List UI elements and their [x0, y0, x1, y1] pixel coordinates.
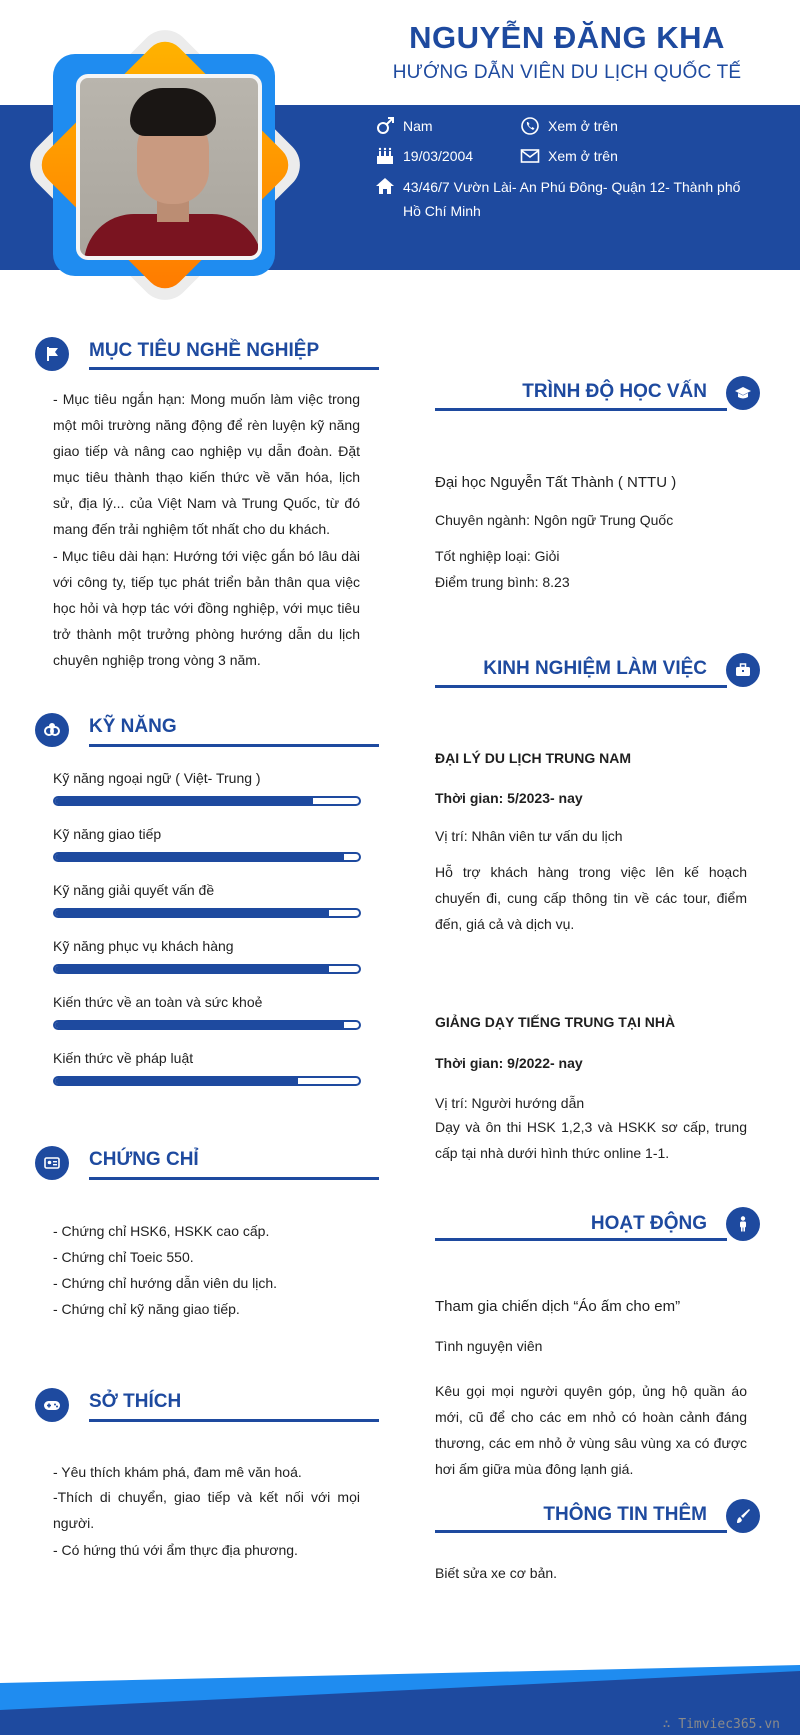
skills-icon: [35, 713, 69, 747]
brush-icon: [726, 1499, 760, 1533]
activities-title: HOẠT ĐỘNG: [590, 1213, 707, 1234]
graduation-cap-icon: [726, 376, 760, 410]
skill-label: Kiến thức về pháp luật: [53, 1050, 194, 1066]
job-title: HƯỚNG DẪN VIÊN DU LỊCH QUỐC TẾ: [392, 62, 742, 83]
phone-value: Xem ở trên: [548, 118, 618, 134]
activity-description: Kêu gọi mọi người quyên góp, ủng hộ quần áo mới, cũ để cho các em nhỏ có hoàn cảnh đáng thương, các em nhỏ ở vùng sâu vùng xa có được hơi ấm giữa mùa đông lạnh giá.: [435, 1383, 747, 1477]
extra-title: THÔNG TIN THÊM: [543, 1504, 707, 1525]
cake-icon: [375, 146, 395, 166]
watermark: ∴ Timviec365.vn: [662, 1717, 780, 1732]
skill-bar: [53, 908, 361, 918]
job-company: ĐẠI LÝ DU LỊCH TRUNG NAM: [435, 750, 631, 766]
objective-long: - Mục tiêu dài hạn: Hướng tới việc gắn bó lâu dài với công ty, tiếp tục phát triển bản thân qua việc học hỏi và hợp tác với đồng nghiệp, với mục tiêu trở thành một trưởng phòng hướng dẫn du lịch chuyên nghiệp trong vòng 3 năm.: [53, 548, 360, 668]
person-icon: [726, 1207, 760, 1241]
hobby-item: -Thích di chuyển, giao tiếp và kết nối với mọi người.: [53, 1489, 360, 1531]
education-title: TRÌNH ĐỘ HỌC VẤN: [522, 381, 707, 402]
skill-bar: [53, 1076, 361, 1086]
objective-short: - Mục tiêu ngắn hạn: Mong muốn làm việc trong một môi trường năng động để rèn luyện kỹ năng giao tiếp và nâng cao nghiệp vụ dẫn đoàn. Đặt mục tiêu thành thạo kiến thức về văn hóa, lịch sử, địa lý... của Việt Nam và Trung Quốc, từ đó mang đến trải nghiệm tốt nhất cho du khách.: [53, 391, 360, 537]
address-value: 43/46/7 Vườn Lài- An Phú Đông- Quận 12- Thành phố Hồ Chí Minh: [403, 179, 741, 219]
job-description: Hỗ trợ khách hàng trong việc lên kế hoạch chuyến đi, cung cấp thông tin về các tour, điểm đến, giá cả và dịch vụ.: [435, 864, 747, 932]
skill-label: Kỹ năng giải quyết vấn đề: [53, 882, 215, 898]
gamepad-icon: [35, 1388, 69, 1422]
briefcase-icon: [726, 653, 760, 687]
activities-underline: [435, 1238, 727, 1241]
avatar-frame: [20, 20, 310, 310]
objective-underline: [89, 367, 379, 370]
job-position: Vị trí: Người hướng dẫn: [435, 1095, 585, 1111]
certificate-item: - Chứng chỉ Toeic 550.: [53, 1249, 194, 1265]
activity-event: Tham gia chiến dịch “Áo ấm cho em”: [435, 1298, 681, 1315]
certificate-item: - Chứng chỉ kỹ năng giao tiếp.: [53, 1301, 240, 1317]
skills-underline: [89, 744, 379, 747]
skill-fill: [55, 798, 313, 804]
certificate-item: - Chứng chỉ HSK6, HSKK cao cấp.: [53, 1223, 270, 1239]
certificates-underline: [89, 1177, 379, 1180]
home-icon: [375, 176, 395, 196]
skills-title: KỸ NĂNG: [89, 716, 177, 737]
skill-bar: [53, 852, 361, 862]
skill-bar: [53, 964, 361, 974]
skill-label: Kỹ năng ngoại ngữ ( Việt- Trung ): [53, 770, 261, 786]
skill-label: Kỹ năng giao tiếp: [53, 826, 162, 842]
gender-value: Nam: [403, 118, 433, 134]
hobbies-title: SỞ THÍCH: [89, 1391, 182, 1412]
email-value: Xem ở trên: [548, 148, 618, 164]
skill-bar: [53, 1020, 361, 1030]
extra-underline: [435, 1530, 727, 1533]
certificate-item: - Chứng chỉ hướng dẫn viên du lịch.: [53, 1275, 278, 1291]
avatar: [76, 74, 262, 260]
mail-icon: [520, 146, 540, 166]
skill-fill: [55, 854, 344, 860]
hobbies-underline: [89, 1419, 379, 1422]
gender-icon: [375, 116, 395, 136]
activity-role: Tình nguyện viên: [435, 1338, 543, 1354]
job-company: GIẢNG DẠY TIẾNG TRUNG TẠI NHÀ: [435, 1014, 676, 1030]
education-school: Đại học Nguyễn Tất Thành ( NTTU ): [435, 474, 677, 491]
id-card-icon: [35, 1146, 69, 1180]
education-underline: [435, 408, 727, 411]
skill-fill: [55, 910, 329, 916]
objective-title: MỤC TIÊU NGHỀ NGHIỆP: [89, 340, 320, 361]
job-description: Dạy và ôn thi HSK 1,2,3 và HSKK sơ cấp, trung cấp tại nhà dưới hình thức online 1-1.: [435, 1119, 747, 1161]
education-gpa: Điểm trung bình: 8.23: [435, 574, 570, 590]
job-position: Vị trí: Nhân viên tư vấn du lịch: [435, 828, 623, 844]
experience-title: KINH NGHIỆM LÀM VIỆC: [483, 658, 707, 679]
experience-underline: [435, 685, 727, 688]
certificates-title: CHỨNG CHỈ: [89, 1149, 199, 1170]
skill-label: Kỹ năng phục vụ khách hàng: [53, 938, 234, 954]
skill-fill: [55, 966, 329, 972]
job-time: Thời gian: 9/2022- nay: [435, 1055, 583, 1071]
skill-fill: [55, 1078, 298, 1084]
extra-text: Biết sửa xe cơ bản.: [435, 1565, 558, 1581]
education-major: Chuyên ngành: Ngôn ngữ Trung Quốc: [435, 512, 674, 528]
job-time: Thời gian: 5/2023- nay: [435, 790, 583, 806]
skill-fill: [55, 1022, 344, 1028]
full-name: NGUYỄN ĐĂNG KHA: [409, 20, 725, 55]
hobby-item: - Có hứng thú với ẩm thực địa phương.: [53, 1542, 298, 1558]
phone-icon: [520, 116, 540, 136]
hobby-item: - Yêu thích khám phá, đam mê văn hoá.: [53, 1464, 302, 1480]
flag-icon: [35, 337, 69, 371]
education-grade: Tốt nghiệp loại: Giỏi: [435, 548, 560, 564]
birthday-value: 19/03/2004: [403, 148, 474, 164]
skill-bar: [53, 796, 361, 806]
skill-label: Kiến thức về an toàn và sức khoẻ: [53, 994, 263, 1010]
